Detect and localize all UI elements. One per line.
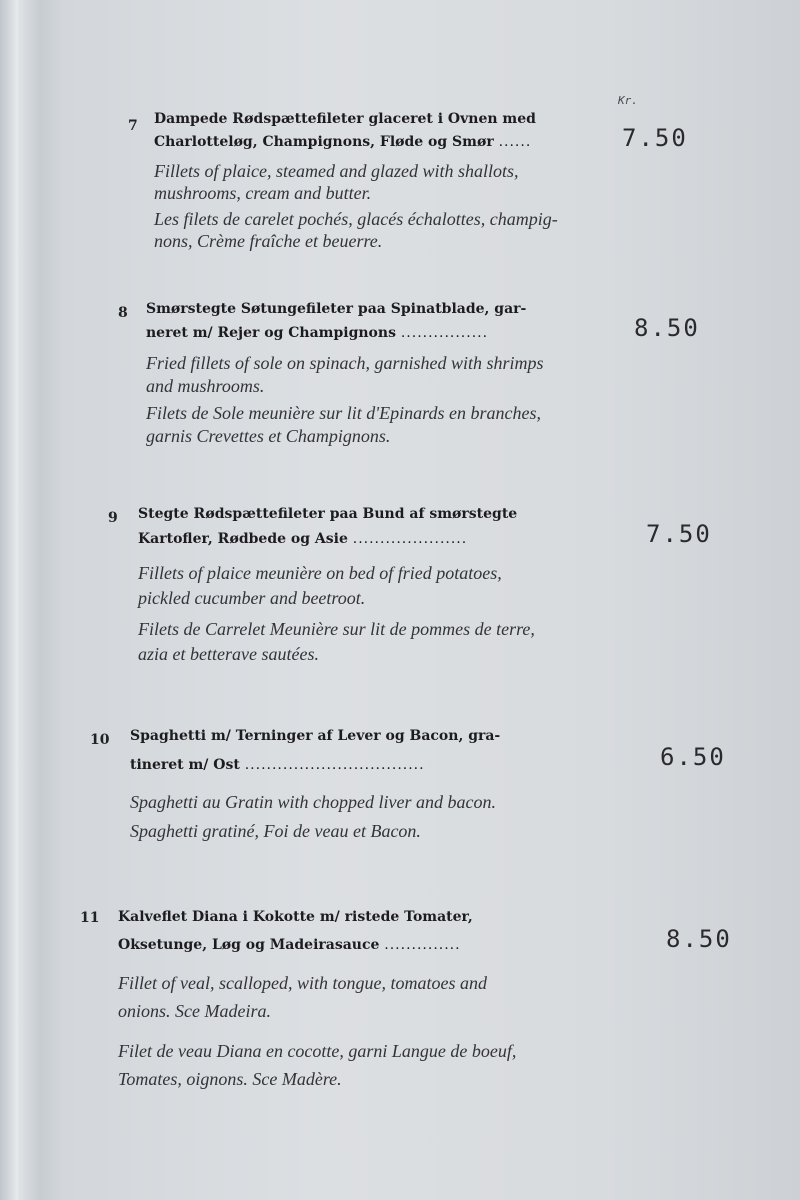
french-description-line2: azia et betterave sautées. — [138, 644, 319, 664]
french-description-line2: nons, Crème fraîche et beuerre. — [154, 231, 383, 251]
item-number: 10 — [90, 732, 110, 748]
french-description-line1: Filets de Carrelet Meunière sur lit de pommes de terre, — [138, 619, 535, 639]
english-description-line1: Spaghetti au Gratin with chopped liver and bacon. — [130, 792, 496, 812]
english-description-line2: mushrooms, cream and butter. — [154, 183, 372, 203]
item-price: 8.50 — [666, 925, 732, 953]
leader-dots: ...... — [498, 134, 532, 150]
english-description-line2: pickled cucumber and beetroot. — [138, 588, 366, 608]
item-title-line2 — [138, 528, 467, 550]
item-title-line1: Stegte Rødspættefileter paa Bund af smørstegte — [138, 506, 518, 522]
item-title-line1: Dampede Rødspættefileter glaceret i Ovnen med — [154, 111, 536, 127]
item-title-text: tineret m/ Ost — [130, 757, 240, 773]
english-description-line1: Fillets of plaice, steamed and glazed with shallots, — [154, 161, 519, 181]
item-title-line1: Spaghetti m/ Terninger af Lever og Bacon, gra- — [130, 728, 501, 744]
item-title-text: neret m/ Rejer og Champignons — [146, 325, 396, 341]
french-description-line1: Spaghetti gratiné, Foi de veau et Bacon. — [130, 821, 421, 841]
item-number: 11 — [80, 910, 100, 926]
item-number: 8 — [118, 305, 128, 321]
french-description-line1: Filet de veau Diana en cocotte, garni Langue de boeuf, — [118, 1041, 517, 1061]
item-price: 8.50 — [634, 314, 700, 342]
french-description-line2: garnis Crevettes et Champignons. — [146, 426, 391, 446]
item-price: 7.50 — [646, 520, 712, 548]
leader-dots: ..................... — [352, 531, 468, 547]
french-description-line1: Filets de Sole meunière sur lit d'Epinards en branches, — [146, 403, 541, 423]
item-title-text: Kartofler, Rødbede og Asie — [138, 531, 348, 547]
page-edge-shadow — [0, 0, 18, 1200]
item-title-line1: Kalveflet Diana i Kokotte m/ ristede Tomater, — [118, 909, 473, 925]
item-title-text: Oksetunge, Løg og Madeirasauce — [118, 937, 380, 953]
leader-dots: ................................. — [244, 757, 425, 773]
item-title-line1: Smørstegte Søtungefileter paa Spinatblade, gar- — [146, 301, 527, 317]
item-title-line2 — [146, 322, 488, 344]
item-price: 7.50 — [622, 124, 688, 152]
leader-dots: .............. — [384, 937, 461, 953]
english-description-line1: Fillets of plaice meunière on bed of fried potatoes, — [138, 563, 502, 583]
french-description-line2: Tomates, oignons. Sce Madère. — [118, 1069, 342, 1089]
item-number: 7 — [128, 118, 138, 134]
item-number: 9 — [108, 510, 118, 526]
english-description-line2: onions. Sce Madeira. — [118, 1001, 271, 1021]
item-title-line2 — [154, 131, 531, 153]
currency-label: Kr. — [618, 94, 638, 107]
english-description-line2: and mushrooms. — [146, 376, 265, 396]
english-description-line1: Fillet of veal, scalloped, with tongue, tomatoes and — [118, 973, 487, 993]
leader-dots: ................ — [400, 325, 489, 341]
item-title-text: Charlotteløg, Champignons, Fløde og Smør — [154, 134, 494, 150]
english-description-line1: Fried fillets of sole on spinach, garnished with shrimps — [146, 353, 544, 373]
item-title-line2 — [118, 934, 461, 956]
item-title-line2 — [130, 754, 425, 776]
french-description-line1: Les filets de carelet pochés, glacés échalottes, champig- — [154, 209, 558, 229]
item-price: 6.50 — [660, 743, 726, 771]
